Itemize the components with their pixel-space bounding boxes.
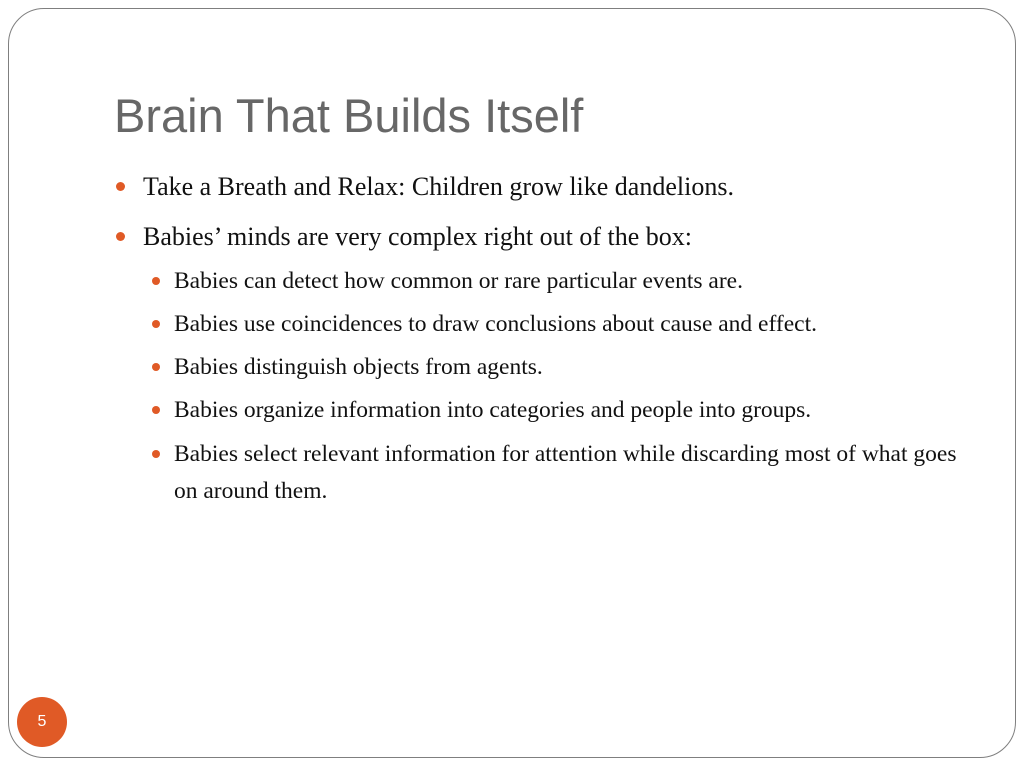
sub-bullet-item (174, 392, 974, 429)
sub-bullet-item (174, 263, 974, 300)
slide-number: 5 (37, 713, 47, 730)
bullet-dot-icon (152, 450, 160, 458)
sub-bullet-item (174, 436, 974, 510)
bullet-dot-icon (152, 277, 160, 285)
bullet-dot-icon (152, 363, 160, 371)
slide-number-badge (17, 697, 67, 747)
bullet-item (143, 170, 734, 204)
bullet-dot-icon (116, 182, 125, 191)
bullet-text: Take a Breath and Relax: Children grow like dandelions. (143, 172, 734, 201)
bullet-dot-icon (152, 406, 160, 414)
slide-title: Brain That Builds Itself (114, 89, 584, 142)
sub-bullet-item (174, 306, 974, 343)
sub-bullet-text: Babies organize information into categories and people into groups. (174, 397, 812, 423)
bullet-dot-icon (116, 232, 125, 241)
bullet-text: Babies’ minds are very complex right out of the box: (143, 222, 692, 251)
sub-bullet-text: Babies select relevant information for attention while discarding most of what goes on around them. (174, 441, 957, 504)
bullet-dot-icon (152, 320, 160, 328)
sub-bullet-item (174, 349, 974, 386)
sub-bullet-text: Babies can detect how common or rare particular events are. (174, 268, 743, 294)
sub-bullet-text: Babies use coincidences to draw conclusions about cause and effect. (174, 311, 817, 337)
bullet-item (143, 220, 692, 254)
sub-bullet-text: Babies distinguish objects from agents. (174, 354, 543, 380)
